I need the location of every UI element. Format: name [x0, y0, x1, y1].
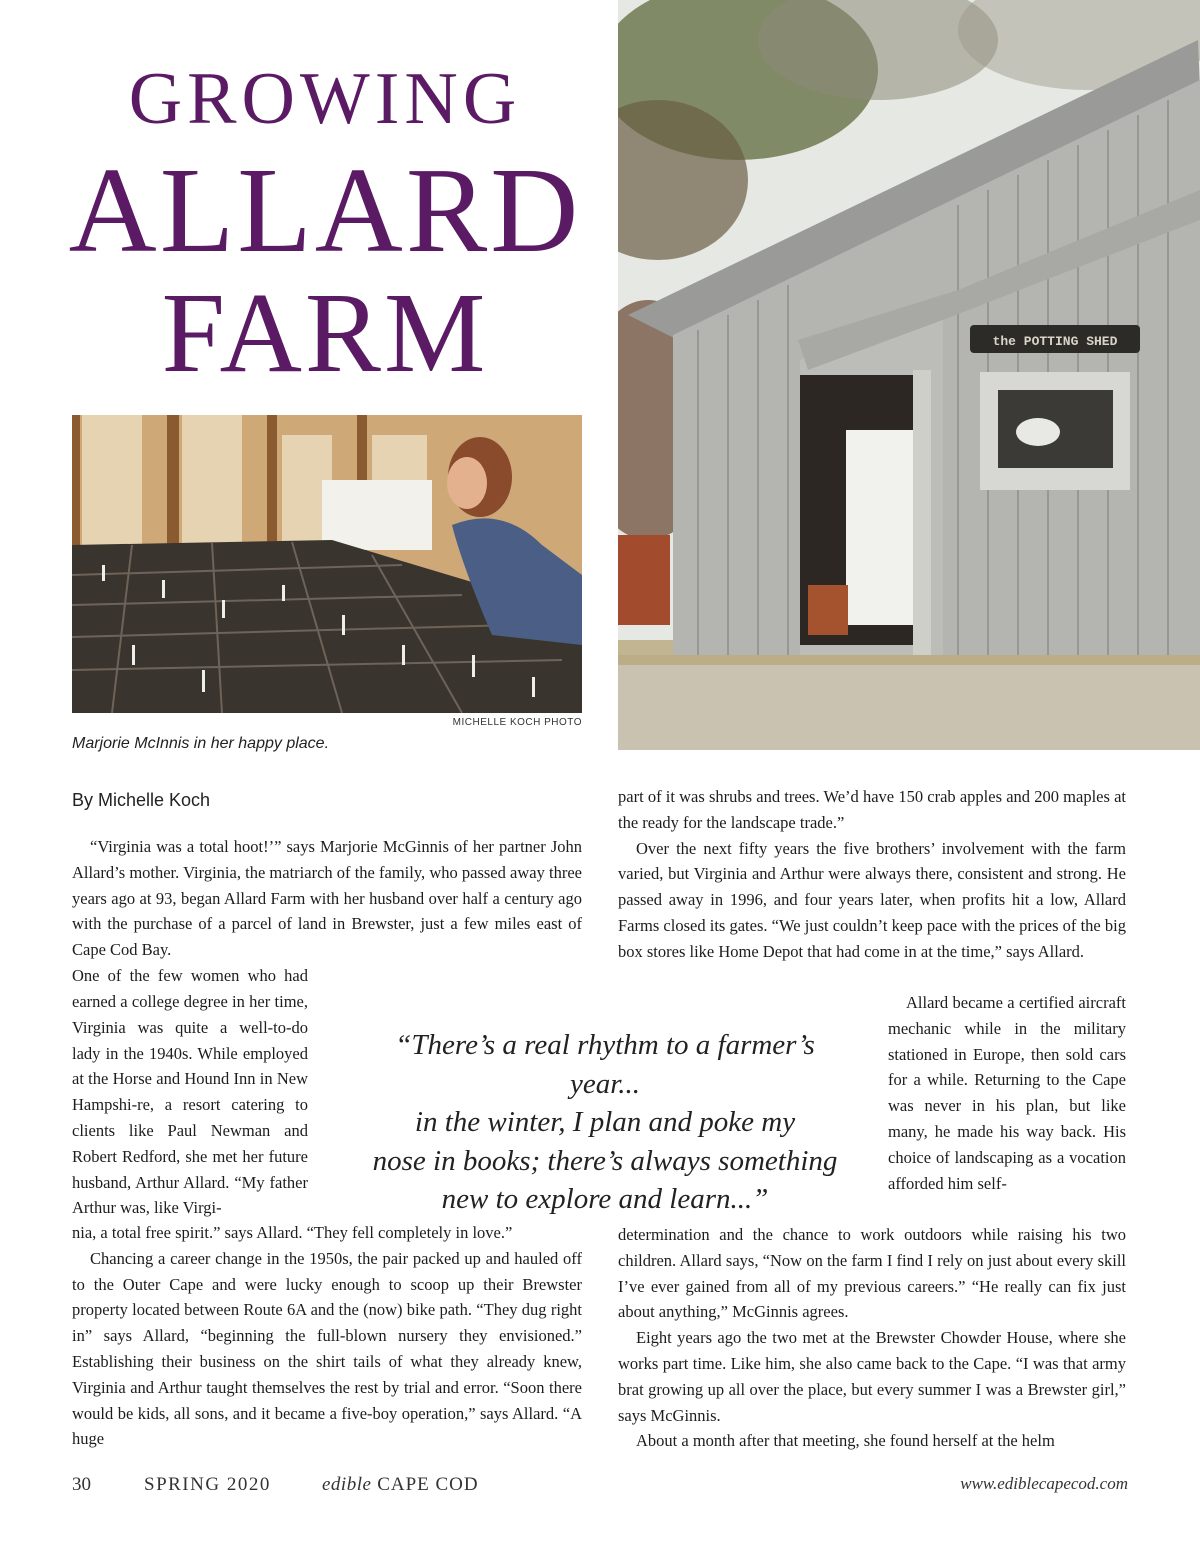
paragraph: One of the few women who had earned a college degree in her time, Virginia was quite a well-to-do lady in the 1940s. While employed at the Horse and Hound Inn in New Hampshi-re, a resort catering to clients like Paul Newman and Robert Redford, she met her future husband, Arthur Allard. “My father Arthur was, like Virgi- — [72, 966, 308, 1218]
paragraph: Eight years ago the two met at the Brewster Chowder House, where she works part time. Like him, she also came back to the Cape. “I was that army brat growing up all over the place, but every summer I was a Brewster girl,” says McGinnis. — [618, 1328, 1126, 1425]
website-url: www.ediblecapecod.com — [960, 1474, 1128, 1493]
paragraph: About a month after that meeting, she found herself at the helm — [636, 1431, 1055, 1451]
headline-growing: GROWING — [128, 58, 522, 140]
magazine-name — [322, 1474, 479, 1496]
article-column-2-top — [618, 784, 1126, 965]
paragraph: Over the next fifty years the five brothers’ involvement with the farm varied, but Virginia and Arthur were always there, consistent and strong. He passed away in 1996, and four years later, when profits hit a low, Allard Farms closed its gates. “We just couldn’t keep pace with the prices of the big box stores like Home Depot that had come in at the time,” says Allard. — [618, 838, 1126, 961]
pull-quote-line: “There’s a real rhythm to a farmer’s year... — [395, 1029, 815, 1100]
greenhouse-seedlings-photo — [72, 415, 582, 713]
headline-farm: FARM — [161, 269, 489, 396]
potting-shed-photo — [618, 0, 1200, 750]
potting-shed-illustration — [618, 0, 1200, 750]
potting-shed-sign: the POTTING SHED — [992, 334, 1118, 349]
paragraph-continued: nia, a total free spirit.” says Allard. “They fell completely in love.” — [72, 1223, 513, 1242]
paragraph-continued: determination and the chance to work outdoors while raising his two children. Allard says, “Now on the farm I find I rely on just about every skill I’ve ever gained from all of my previous careers.” “He really can fix just about anything,” McGinnis agrees. — [618, 1225, 1126, 1322]
page-number: 30 — [72, 1474, 91, 1495]
seedling-trays-illustration — [72, 415, 582, 713]
pull-quote-line: nose in books; there’s always something — [372, 1144, 838, 1177]
article-column-1-wrap — [72, 966, 308, 1221]
magazine-name-edible: edible — [322, 1474, 372, 1495]
pull-quote-line: new to explore and learn...” — [441, 1183, 769, 1215]
issue-season: SPRING 2020 — [144, 1474, 271, 1495]
article-column-2-wrap — [888, 990, 1126, 1196]
photo-caption: Marjorie McInnis in her happy place. — [72, 735, 330, 752]
paragraph: Chancing a career change in the 1950s, the pair packed up and hauled off to the Outer Cape and were lucky enough to scoop up their Brewster property located between Route 6A and the (now) bike path. “They dug right in” says Allard, “beginning the full-blown nursery they envisioned.” Establishing their business on the shirt tails of what they already knew, Virginia and Arthur taught themselves the rest by trial and error. “Soon there would be kids, all sons, and it became a five-boy operation,” says Allard. “A huge — [72, 1248, 582, 1449]
article-column-1-bottom — [72, 1220, 582, 1452]
magazine-name-rest: CAPE COD — [371, 1474, 479, 1495]
headline-allard: ALLARD — [68, 143, 582, 278]
paragraph-continued: part of it was shrubs and trees. We’d have 150 crab apples and 200 maples at the ready for the landscape trade.” — [618, 787, 1126, 832]
article-column-1-top — [72, 834, 582, 963]
pull-quote — [360, 1026, 850, 1219]
article-column-2-bottom — [618, 1222, 1126, 1454]
byline: By Michelle Koch — [72, 790, 211, 810]
pull-quote-line: in the winter, I plan and poke my — [414, 1106, 796, 1138]
paragraph: Allard became a certified aircraft mechanic while in the military stationed in Europe, then sold cars for a while. Returning to the Cape was never in his plan, but like many, he made his way back. His choice of landscaping as a vocation afforded him self- — [888, 993, 1126, 1193]
paragraph: “Virginia was a total hoot!’” says Marjorie McGinnis of her partner John Allard’s mother. Virginia, the matriarch of the family, who passed away three years ago at 93, began Allard Farm with her husband over half a century ago with the purchase of a parcel of land in Brewster, just a few miles east of Cape Cod Bay. — [72, 837, 582, 960]
photo-credit: MICHELLE KOCH PHOTO — [452, 717, 582, 728]
